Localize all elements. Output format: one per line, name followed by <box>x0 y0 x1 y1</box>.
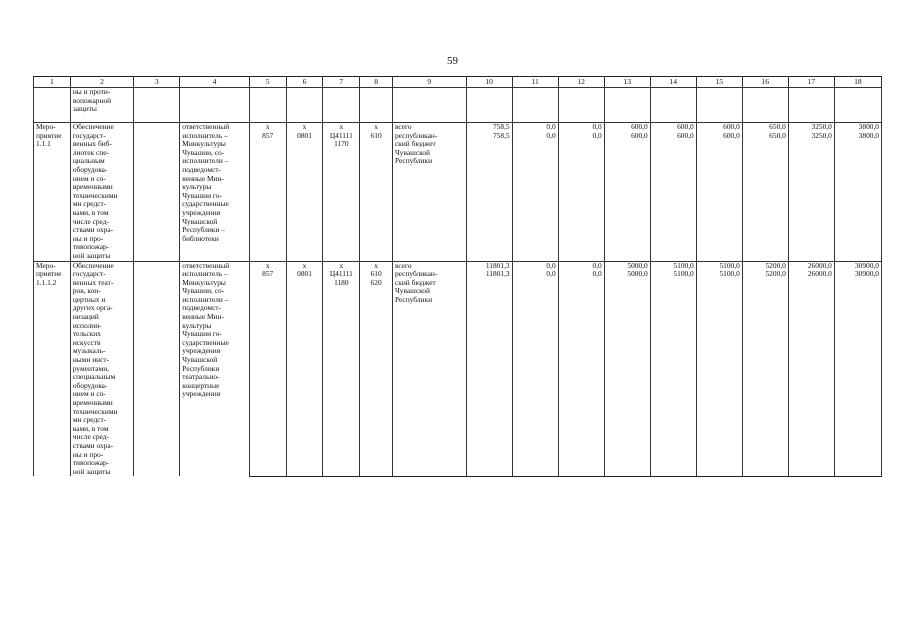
amount-cell: 600,0 <box>604 123 650 132</box>
event-name-line: вами, в том <box>72 207 109 217</box>
event-executor-line: исполнители – <box>182 156 229 166</box>
event-executor-line: Чувашской <box>182 355 218 365</box>
amount-cell: 5000,0 <box>604 270 650 476</box>
event-name <box>70 88 133 123</box>
kbk-target: х <box>323 261 360 270</box>
kbk-target-line: Ц41111 <box>329 130 353 140</box>
event-name-line: вопожарной <box>72 95 112 105</box>
event-executor <box>180 123 250 262</box>
amount-cell: 5200,0 <box>742 261 788 270</box>
column-header: 16 <box>742 77 788 88</box>
event-executor-line: Минкультуры <box>182 139 226 149</box>
amount-cell: 0,0 <box>558 132 604 261</box>
event-executor-line: ответственный <box>182 260 230 270</box>
kbk-grbs: х <box>249 261 286 270</box>
empty-cell <box>34 88 71 123</box>
column-header: 12 <box>558 77 604 88</box>
header-row <box>34 77 882 88</box>
column-header: 11 <box>512 77 558 88</box>
event-name-line: рументами, <box>72 363 110 373</box>
event-name-line: Обеспечение <box>72 122 114 131</box>
amount-cell: 3800,0 <box>834 132 881 261</box>
event-label-line: Меро- <box>36 260 56 270</box>
kbk-type-line: 610 <box>370 269 382 279</box>
kbk-section: 0801 <box>286 132 323 261</box>
funding-source: всего <box>392 123 466 132</box>
event-name-line: тивопожар- <box>72 242 110 252</box>
amount-cell: 11801,3 <box>466 270 512 476</box>
continuation-row <box>34 88 882 123</box>
kbk-grbs: 857 <box>249 132 286 261</box>
event-executor-line: Чувашии, со- <box>182 147 225 157</box>
amount-cell: 30900,0 <box>834 270 881 476</box>
funding-source-line: республикан- <box>394 130 438 140</box>
event-executor-line: Минкультуры <box>182 277 226 287</box>
kbk-type-line: 610 <box>370 130 382 140</box>
event-name-line: циальным <box>72 156 105 166</box>
event-name-line: ров, кон- <box>72 286 101 296</box>
amount-cell: 26000,0 <box>788 270 834 476</box>
event-name-line: низаций <box>72 312 99 322</box>
event-name-line: искусств <box>72 337 101 347</box>
event-label-line: Меро- <box>36 122 56 131</box>
empty-cell <box>742 88 788 123</box>
event-name-line: ными инст- <box>72 355 110 365</box>
event-executor-line: учреждения <box>182 346 221 356</box>
empty-cell <box>788 88 834 123</box>
column-header: 9 <box>392 77 466 88</box>
amount-cell: 5100,0 <box>696 261 742 270</box>
empty-cell <box>360 88 393 123</box>
funding-source-line: ский бюджет <box>394 139 436 149</box>
event-executor-line: Республики <box>182 363 220 373</box>
amount-cell: 5100,0 <box>650 270 696 476</box>
event-label-line: 1.1.1 <box>36 139 51 149</box>
kbk-type: х <box>360 123 393 132</box>
event-name-line: тельских <box>72 329 101 339</box>
event-name-line: ной защиты <box>72 466 111 476</box>
event-executor-line: культуры <box>182 320 212 330</box>
amount-cell: 0,0 <box>512 270 558 476</box>
funding-source-line: ский бюджет <box>394 277 436 287</box>
kbk-target: х <box>323 123 360 132</box>
amount-cell: 30900,0 <box>834 261 881 270</box>
funding-source-line: республикан- <box>394 269 438 279</box>
event-executor-line: венные Мин- <box>182 173 224 183</box>
event-label <box>34 123 71 262</box>
amount-cell: 0,0 <box>558 270 604 476</box>
event-executor-line: библиотеки <box>182 233 219 243</box>
empty-cell <box>466 88 512 123</box>
event-name-line: ми средст- <box>72 199 107 209</box>
column-header: 7 <box>323 77 360 88</box>
event-name-line: венных теат- <box>72 277 114 287</box>
event-name-line: венных биб- <box>72 139 112 149</box>
empty-cell <box>134 261 180 476</box>
column-header: 8 <box>360 77 393 88</box>
amount-cell: 5200,0 <box>742 270 788 476</box>
kbk-target <box>323 132 360 261</box>
amount-cell: 26000,0 <box>788 261 834 270</box>
kbk-grbs: 857 <box>249 270 286 476</box>
event-name-line: исполни- <box>72 320 102 330</box>
event-executor-line: ответственный <box>182 122 230 131</box>
funding-source <box>392 132 466 261</box>
column-header: 15 <box>696 77 742 88</box>
column-header: 14 <box>650 77 696 88</box>
event-executor-line: учреждения <box>182 389 221 399</box>
event-name-line: государст- <box>72 269 106 279</box>
kbk-target-line: 1180 <box>334 277 349 287</box>
event-executor-line: исполнители – <box>182 294 229 304</box>
kbk-target-line: Ц41111 <box>329 269 353 279</box>
amount-cell: 600,0 <box>696 123 742 132</box>
event-executor-line: театрально- <box>182 372 220 382</box>
event-executor-line: Чувашской <box>182 216 218 226</box>
amount-cell: 0,0 <box>512 132 558 261</box>
funding-source <box>392 270 466 476</box>
event-total-row <box>34 261 882 270</box>
event-name-line: нием и со- <box>72 389 106 399</box>
empty-cell <box>392 88 466 123</box>
event-executor-line: Чувашии го- <box>182 329 222 339</box>
empty-cell <box>286 88 323 123</box>
event-executor-line: подведомст- <box>182 303 222 313</box>
event-executor-line: Чувашии го- <box>182 190 222 200</box>
event-executor-line: исполнитель – <box>182 269 228 279</box>
amount-cell: 0,0 <box>558 123 604 132</box>
empty-cell <box>604 88 650 123</box>
amount-cell: 758,5 <box>466 132 512 261</box>
event-name-line: государст- <box>72 130 106 140</box>
event-total-row <box>34 123 882 132</box>
event-executor-line: культуры <box>182 182 212 192</box>
event-name-line: Обеспечение <box>72 260 114 270</box>
event-executor-line: сударственные <box>182 199 229 209</box>
event-executor-line: подведомст- <box>182 164 222 174</box>
empty-cell <box>650 88 696 123</box>
empty-cell <box>134 123 180 262</box>
kbk-type-line: 620 <box>370 277 382 287</box>
event-name-line: других орга- <box>72 303 113 313</box>
amount-cell: 600,0 <box>650 132 696 261</box>
event-name-line: числе сред- <box>72 432 109 442</box>
event-executor-line: концертные <box>182 380 220 390</box>
funding-source: всего <box>392 261 466 270</box>
event-name-line: техническими <box>72 190 118 200</box>
kbk-target <box>323 270 360 476</box>
event-name-line: лиотек спе- <box>72 147 109 157</box>
empty-cell <box>696 88 742 123</box>
column-header: 1 <box>34 77 71 88</box>
column-header: 2 <box>70 77 133 88</box>
event-name-line: числе сред- <box>72 216 109 226</box>
funding-source-line: Чувашской <box>394 147 430 157</box>
event-label-line: приятие <box>36 130 62 140</box>
column-header: 6 <box>286 77 323 88</box>
amount-cell: 5000,0 <box>604 261 650 270</box>
column-header: 13 <box>604 77 650 88</box>
empty-cell <box>180 88 250 123</box>
amount-cell: 600,0 <box>604 132 650 261</box>
column-header: 4 <box>180 77 250 88</box>
amount-cell: 650,0 <box>742 123 788 132</box>
event-name-line: ствами охра- <box>72 225 114 235</box>
kbk-section: х <box>286 261 323 270</box>
empty-cell <box>249 88 286 123</box>
event-executor-line: исполнитель – <box>182 130 228 140</box>
event-executor <box>180 261 250 476</box>
column-header: 17 <box>788 77 834 88</box>
event-name-line: техническими <box>72 406 118 416</box>
amount-cell: 3250,0 <box>788 132 834 261</box>
event-name-line: временными <box>72 398 113 407</box>
event-name-line: нием и со- <box>72 173 106 183</box>
amount-cell: 3800,0 <box>834 123 881 132</box>
event-name-line: ны и про- <box>72 233 104 243</box>
event-name <box>70 123 133 262</box>
amount-cell: 0,0 <box>512 123 558 132</box>
page-number: 59 <box>447 55 458 67</box>
event-name <box>70 261 133 476</box>
amount-cell: 0,0 <box>512 261 558 270</box>
event-label <box>34 261 71 476</box>
event-name-line: ми средст- <box>72 415 107 425</box>
empty-cell <box>834 88 881 123</box>
event-executor-line: Республики – <box>182 225 225 235</box>
amount-cell: 3250,0 <box>788 123 834 132</box>
amount-cell: 650,0 <box>742 132 788 261</box>
kbk-type <box>360 132 393 261</box>
kbk-section: х <box>286 123 323 132</box>
kbk-type <box>360 270 393 476</box>
empty-cell <box>558 88 604 123</box>
event-executor-line: учреждения <box>182 207 221 217</box>
amount-cell: 5100,0 <box>650 261 696 270</box>
event-executor-line: сударственные <box>182 337 229 347</box>
column-header: 18 <box>834 77 881 88</box>
event-label-line: 1.1.1.2 <box>36 277 57 287</box>
funding-source-line: Чувашской <box>394 286 430 296</box>
event-name-line: ной защиты <box>72 250 111 260</box>
event-name-line: оборудова- <box>72 164 108 174</box>
event-name-line: вами, в том <box>72 423 109 433</box>
column-header: 5 <box>249 77 286 88</box>
kbk-type: х <box>360 261 393 270</box>
empty-cell <box>512 88 558 123</box>
amount-cell: 600,0 <box>696 132 742 261</box>
event-name-line: ны и проти- <box>72 87 111 96</box>
event-name-line: временными <box>72 182 113 192</box>
amount-cell: 0,0 <box>558 261 604 270</box>
kbk-section: 0801 <box>286 270 323 476</box>
event-name-line: оборудова- <box>72 380 108 390</box>
program-table <box>33 76 882 477</box>
amount-cell: 600,0 <box>650 123 696 132</box>
event-executor-line: Чувашии, со- <box>182 286 225 296</box>
column-header: 10 <box>466 77 512 88</box>
event-name-line: защиты <box>72 104 97 114</box>
funding-source-line: Республики <box>394 156 433 166</box>
amount-cell: 11801,3 <box>466 261 512 270</box>
event-name-line: ны и про- <box>72 449 104 459</box>
amount-cell: 758,5 <box>466 123 512 132</box>
event-label-line: приятие <box>36 269 62 279</box>
empty-cell <box>134 88 180 123</box>
event-name-line: тивопожар- <box>72 458 110 468</box>
event-name-line: специальным <box>72 372 116 382</box>
kbk-grbs: х <box>249 123 286 132</box>
event-executor-line: венные Мин- <box>182 312 224 322</box>
funding-source-line: Республики <box>394 294 433 304</box>
event-name-line: цертных и <box>72 294 106 304</box>
amount-cell: 5100,0 <box>696 270 742 476</box>
column-header: 3 <box>134 77 180 88</box>
kbk-target-line: 1170 <box>334 139 349 149</box>
event-name-line: ствами охра- <box>72 440 114 450</box>
empty-cell <box>323 88 360 123</box>
event-name-line: музыкаль- <box>72 346 106 356</box>
